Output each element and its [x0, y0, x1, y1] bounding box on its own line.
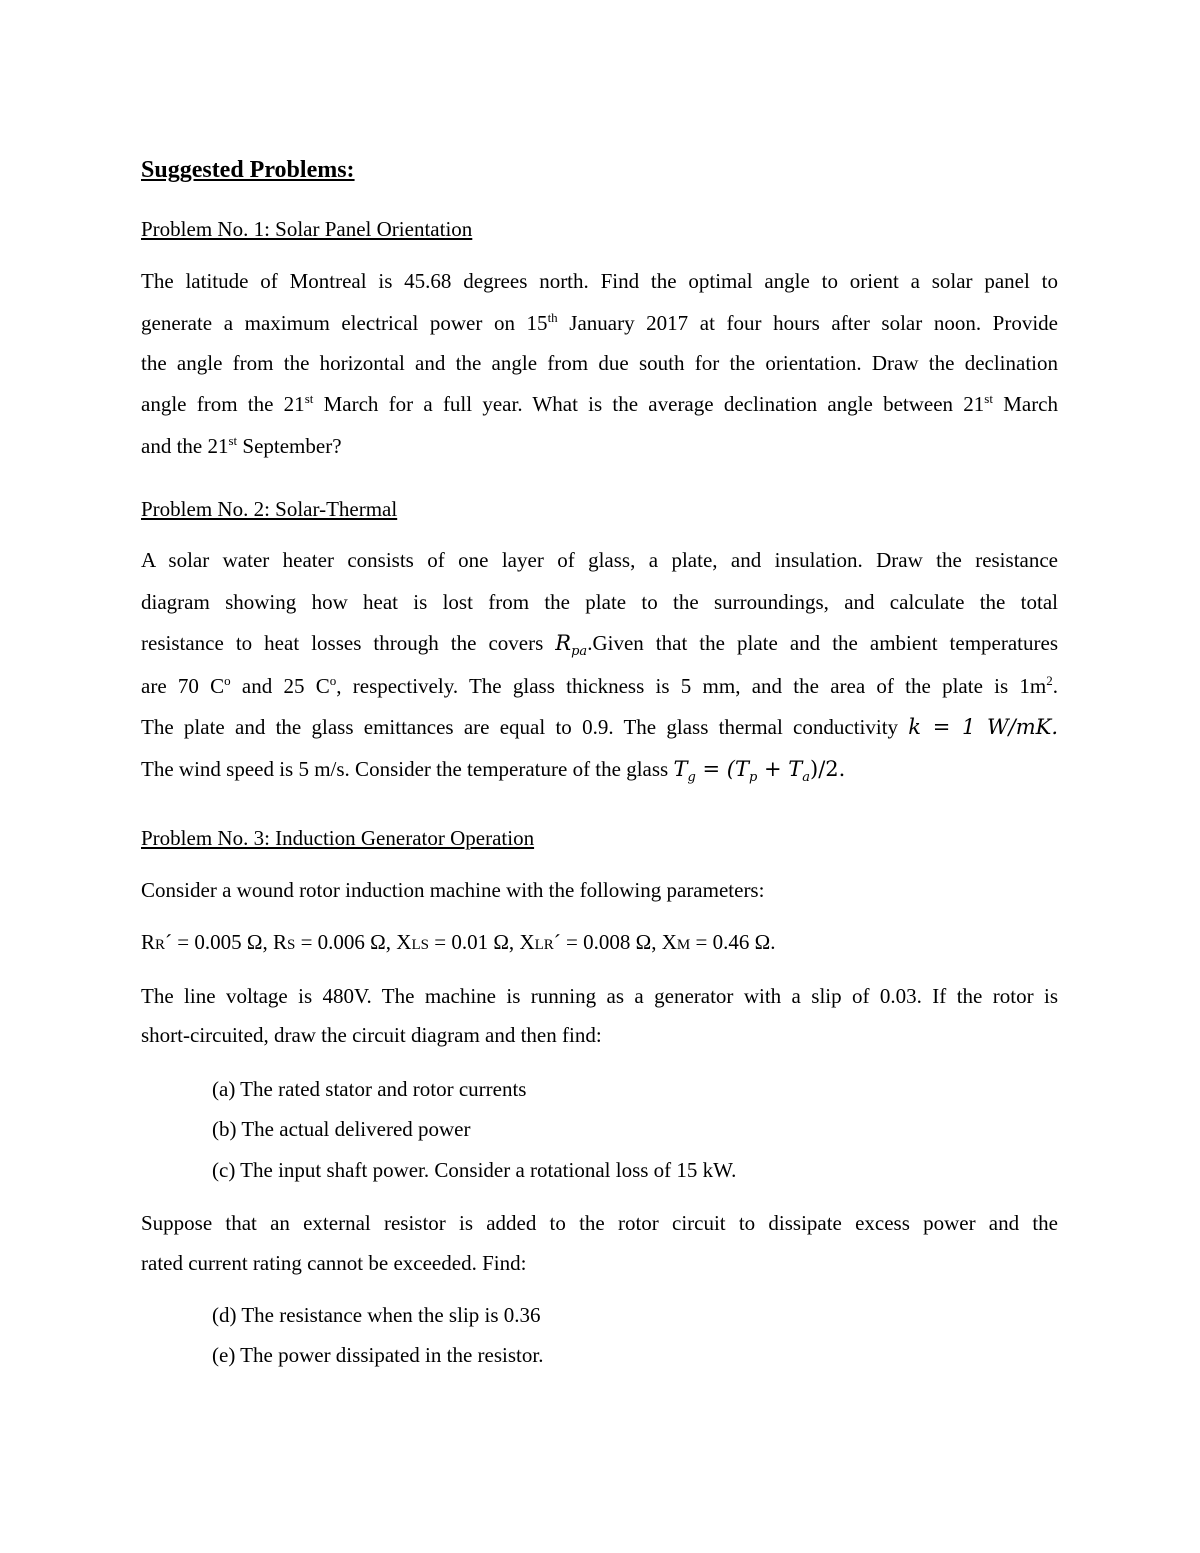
problem-1-line-3: the angle from the horizontal and the angle from due south for the orientation. Draw the declination — [141, 351, 1058, 375]
problem-1-line-1: The latitude of Montreal is 45.68 degrees north. Find the optimal angle to orient a solar panel to — [141, 269, 1058, 293]
problem-1-line-5: and the 21st September? — [141, 433, 342, 458]
list-item: (d) The resistance when the slip is 0.36 — [212, 1303, 541, 1327]
list-item: (a) The rated stator and rotor currents — [212, 1077, 527, 1101]
problem-3-line-5: Suppose that an external resistor is added to the rotor circuit to dissipate excess power and the — [141, 1211, 1058, 1235]
list-item: (c) The input shaft power. Consider a rotational loss of 15 kW. — [212, 1158, 737, 1182]
problem-2-line-4: are 70 $C^o$ and 25 $C^o$, respectively. The glass thickness is 5 mm, and the area of the plate is $1m^2$. — [141, 673, 1058, 698]
problem-1-title: Problem No. 1: Solar Panel Orientation — [141, 217, 473, 241]
problem-3-line-4: short-circuited, draw the circuit diagram and then find: — [141, 1023, 602, 1047]
problem-3-intro: Consider a wound rotor induction machine with the following parameters: — [141, 878, 765, 902]
problem-2-line-1: A solar water heater consists of one layer of glass, a plate, and insulation. Draw the resistance — [141, 548, 1058, 572]
list-item: (e) The power dissipated in the resistor. — [212, 1343, 544, 1367]
list-item: (b) The actual delivered power — [212, 1117, 471, 1141]
problem-3-parameters: RR´ = 0.005 Ω, RS = 0.006 Ω, XLS = 0.01 Ω, XLR´ = 0.008 Ω, XM = 0.46 Ω. — [141, 930, 776, 954]
page-heading: Suggested Problems: — [141, 157, 355, 183]
problem-3-title: Problem No. 3: Induction Generator Operation — [141, 826, 535, 850]
problem-2-title: Problem No. 2: Solar-Thermal — [141, 497, 398, 521]
problem-2-line-6: The wind speed is 5 m/s. Consider the temperature of the glass $T_g = (T_p + T_a)/2$. — [141, 757, 846, 785]
problem-2-line-5: The plate and the glass emittances are equal to 0.9. The glass thermal conductivity k = 1 W/mK. — [141, 715, 1058, 739]
problem-2-line-2: diagram showing how heat is lost from the plate to the surroundings, and calculate the total — [141, 590, 1058, 614]
problem-1-line-4: angle from the 21st March for a full year. What is the average declination angle between 21st March — [141, 391, 1059, 416]
problem-3-line-6: rated current rating cannot be exceeded. Find: — [141, 1251, 527, 1275]
problem-3-line-3: The line voltage is 480V. The machine is running as a generator with a slip of 0.03. If the rotor is — [141, 984, 1058, 1008]
problem-2-line-3: resistance to heat losses through the covers $R_{pa}.Given$ that the plate and the ambient temperatures — [141, 631, 1058, 659]
problem-1-line-2: generate a maximum electrical power on 15th January 2017 at four hours after solar noon. Provide — [141, 310, 1058, 335]
